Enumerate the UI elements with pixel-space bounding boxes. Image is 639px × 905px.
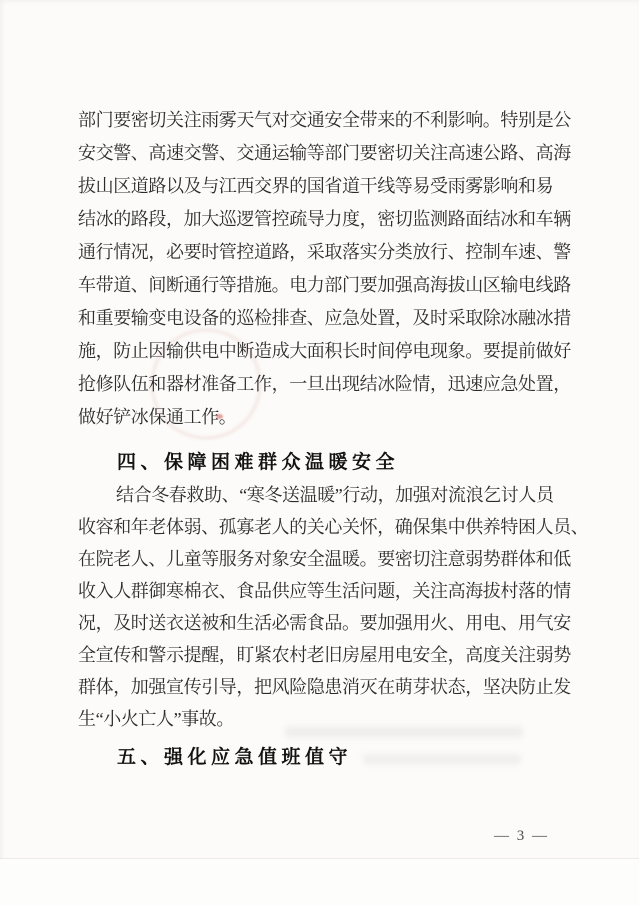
body-line: 结合冬春救助、“寒冬送温暖”行动，加强对流浪乞讨人员: [116, 485, 554, 505]
paragraph-traffic-power-safety: [78, 104, 571, 434]
reverse-side-text-bleed: [285, 726, 523, 738]
body-line: 群体，加强宣传引导，把风险隐患消灭在萌芽状态，坚决防止发: [78, 677, 571, 697]
body-line: 部门要密切关注雨雾天气对交通安全带来的不利影响。特别是公: [78, 110, 571, 130]
body-line: 收容和年老体弱、孤寡老人的关心关怀，确保集中供养特困人员、: [78, 517, 589, 537]
body-line: 生“小火亡人”事故。: [78, 709, 234, 729]
section-heading-4-warmth-safety: 四、保障困难群众温暖安全: [117, 452, 400, 473]
body-line: 通行情况，必要时管控道路，采取落实分类放行、控制车速、警: [78, 242, 571, 262]
paragraph-warmth-assistance: [78, 479, 589, 735]
scan-bottom-margin: [0, 859, 639, 905]
body-line: 抢修队伍和器材准备工作，一旦出现结冰险情，迅速应急处置，: [78, 374, 571, 394]
document-body: [78, 104, 589, 774]
body-line: 全宣传和警示提醒，盯紧农村老旧房屋用电安全，高度关注弱势: [78, 645, 571, 665]
body-line: 拔山区道路以及与江西交界的国省道干线等易受雨雾影响和易: [78, 176, 554, 196]
body-line: 安交警、高速交警、交通运输等部门要密切关注高速公路、高海: [78, 143, 571, 163]
body-line: 况，及时送衣送被和生活必需食品。要加强用火、用电、用气安: [78, 613, 571, 633]
body-line: 收入人群御寒棉衣、食品供应等生活问题，关注高海拔村落的情: [78, 581, 571, 601]
body-line: 施，防止因输供电中断造成大面积长时间停电现象。要提前做好: [78, 341, 571, 361]
body-line: 结冰的路段，加大巡逻管控疏导力度，密切监测路面结冰和车辆: [78, 209, 571, 229]
body-line: 车带道、间断通行等措施。电力部门要加强高海拔山区输电线路: [78, 275, 571, 295]
section-heading-5-emergency-duty: 五、强化应急值班值守: [117, 747, 353, 768]
reverse-side-text-bleed: [363, 754, 521, 765]
body-line: 和重要输变电设备的巡检排查、应急处置，及时采取除冰融冰措: [78, 308, 571, 328]
page-number: — 3 —: [494, 828, 549, 844]
body-line: 在院老人、儿童等服务对象安全温暖。要密切注意弱势群体和低: [78, 549, 571, 569]
body-line: 做好铲冰保通工作。: [78, 407, 237, 427]
